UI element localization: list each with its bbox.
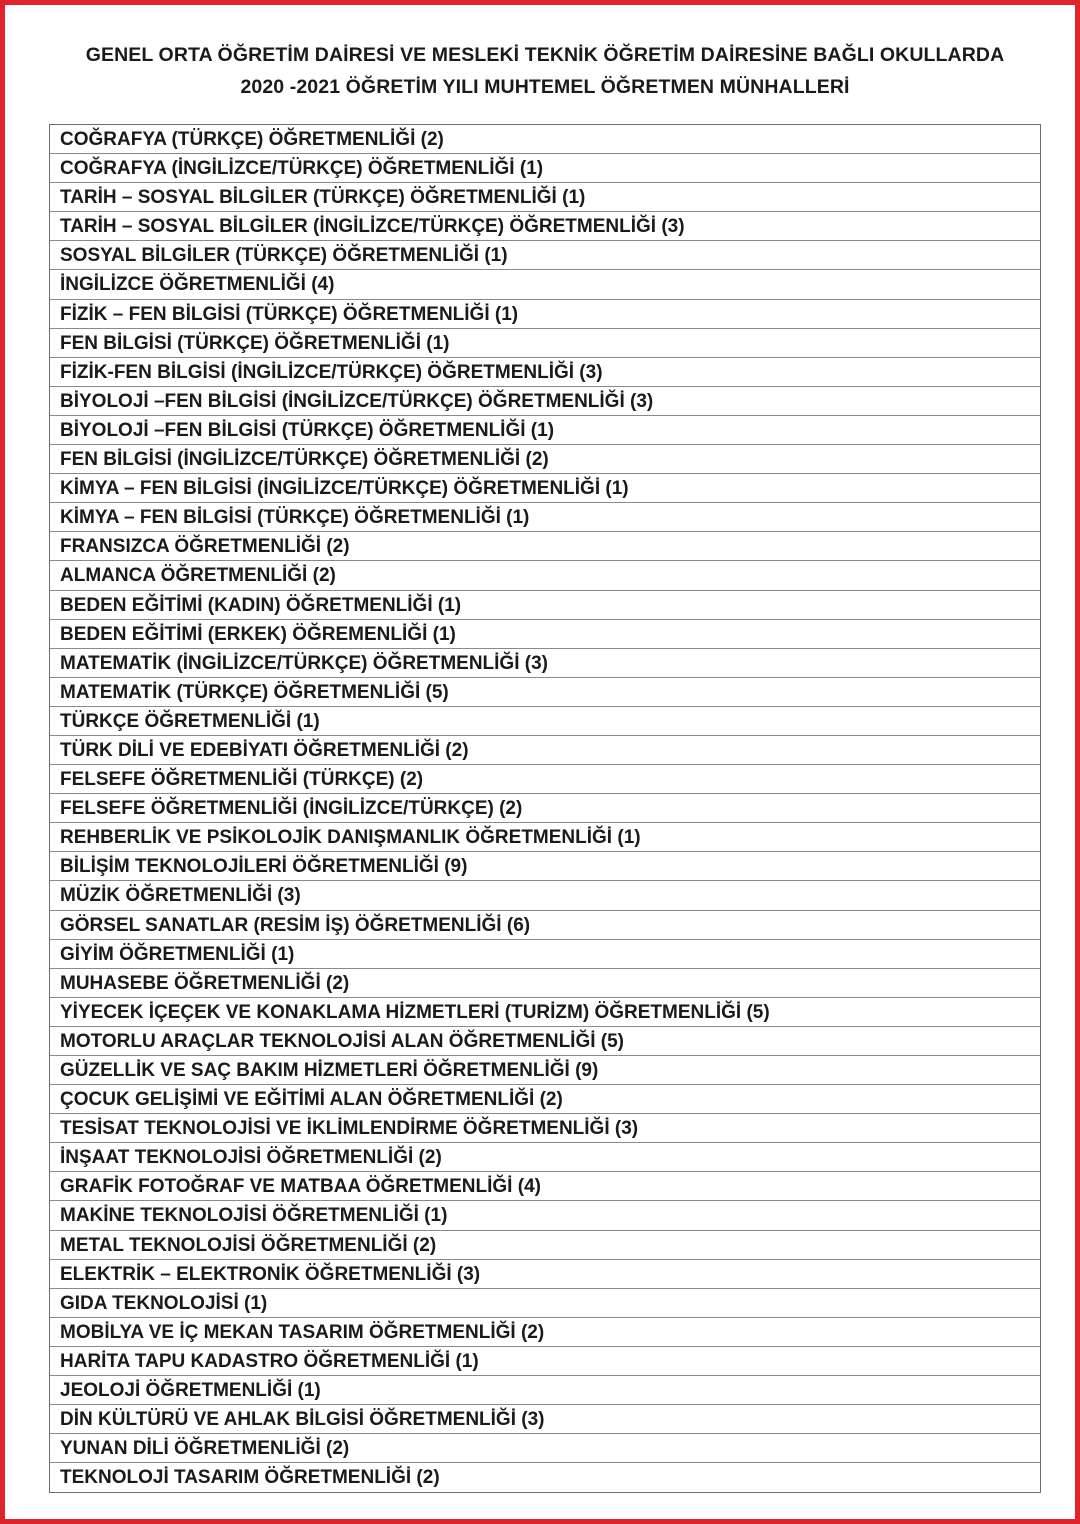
list-item: KİMYA – FEN BİLGİSİ (TÜRKÇE) ÖĞRETMENLİĞİ (1) (50, 503, 1040, 532)
list-item: COĞRAFYA (İNGİLİZCE/TÜRKÇE) ÖĞRETMENLİĞİ (1) (50, 154, 1040, 183)
list-item: METAL TEKNOLOJİSİ ÖĞRETMENLİĞİ (2) (50, 1231, 1040, 1260)
list-item: JEOLOJİ ÖĞRETMENLİĞİ (1) (50, 1376, 1040, 1405)
list-item: FEN BİLGİSİ (İNGİLİZCE/TÜRKÇE) ÖĞRETMENLİĞİ (2) (50, 445, 1040, 474)
list-item: GÖRSEL SANATLAR (RESİM İŞ) ÖĞRETMENLİĞİ (6) (50, 911, 1040, 940)
list-item: TARİH – SOSYAL BİLGİLER (İNGİLİZCE/TÜRKÇE) ÖĞRETMENLİĞİ (3) (50, 212, 1040, 241)
list-item: GİYİM ÖĞRETMENLİĞİ (1) (50, 940, 1040, 969)
document-title-line-1: GENEL ORTA ÖĞRETİM DAİRESİ VE MESLEKİ TEKNİK ÖĞRETİM DAİRESİNE BAĞLI OKULLARDA (85, 44, 1005, 66)
list-item: TÜRK DİLİ VE EDEBİYATI ÖĞRETMENLİĞİ (2) (50, 736, 1040, 765)
list-item: MÜZİK ÖĞRETMENLİĞİ (3) (50, 881, 1040, 910)
list-item: SOSYAL BİLGİLER (TÜRKÇE) ÖĞRETMENLİĞİ (1) (50, 241, 1040, 270)
list-item: GIDA TEKNOLOJİSİ (1) (50, 1289, 1040, 1318)
list-item: DİN KÜLTÜRÜ VE AHLAK BİLGİSİ ÖĞRETMENLİĞİ (3) (50, 1405, 1040, 1434)
list-item: BİYOLOJİ –FEN BİLGİSİ (TÜRKÇE) ÖĞRETMENLİĞİ (1) (50, 416, 1040, 445)
list-item: MATEMATİK (İNGİLİZCE/TÜRKÇE) ÖĞRETMENLİĞİ (3) (50, 649, 1040, 678)
list-item: İNŞAAT TEKNOLOJİSİ ÖĞRETMENLİĞİ (2) (50, 1143, 1040, 1172)
list-item: GÜZELLİK VE SAÇ BAKIM HİZMETLERİ ÖĞRETMENLİĞİ (9) (50, 1056, 1040, 1085)
list-item: YUNAN DİLİ ÖĞRETMENLİĞİ (2) (50, 1434, 1040, 1463)
list-item: ÇOCUK GELİŞİMİ VE EĞİTİMİ ALAN ÖĞRETMENLİĞİ (2) (50, 1085, 1040, 1114)
list-item: FEN BİLGİSİ (TÜRKÇE) ÖĞRETMENLİĞİ (1) (50, 329, 1040, 358)
list-item: BİLİŞİM TEKNOLOJİLERİ ÖĞRETMENLİĞİ (9) (50, 852, 1040, 881)
list-item: MOBİLYA VE İÇ MEKAN TASARIM ÖĞRETMENLİĞİ (2) (50, 1318, 1040, 1347)
list-item: MOTORLU ARAÇLAR TEKNOLOJİSİ ALAN ÖĞRETMENLİĞİ (5) (50, 1027, 1040, 1056)
list-item: İNGİLİZCE ÖĞRETMENLİĞİ (4) (50, 270, 1040, 299)
list-item: MAKİNE TEKNOLOJİSİ ÖĞRETMENLİĞİ (1) (50, 1201, 1040, 1230)
list-item: FİZİK-FEN BİLGİSİ (İNGİLİZCE/TÜRKÇE) ÖĞRETMENLİĞİ (3) (50, 358, 1040, 387)
list-item: REHBERLİK VE PSİKOLOJİK DANIŞMANLIK ÖĞRETMENLİĞİ (1) (50, 823, 1040, 852)
list-item: BİYOLOJİ –FEN BİLGİSİ (İNGİLİZCE/TÜRKÇE) ÖĞRETMENLİĞİ (3) (50, 387, 1040, 416)
list-item: FRANSIZCA ÖĞRETMENLİĞİ (2) (50, 532, 1040, 561)
list-item: TÜRKÇE ÖĞRETMENLİĞİ (1) (50, 707, 1040, 736)
list-item: FELSEFE ÖĞRETMENLİĞİ (İNGİLİZCE/TÜRKÇE) (2) (50, 794, 1040, 823)
list-item: TARİH – SOSYAL BİLGİLER (TÜRKÇE) ÖĞRETMENLİĞİ (1) (50, 183, 1040, 212)
list-item: TEKNOLOJİ TASARIM ÖĞRETMENLİĞİ (2) (60, 1467, 440, 1489)
list-item: BEDEN EĞİTİMİ (KADIN) ÖĞRETMENLİĞİ (1) (50, 591, 1040, 620)
list-item: HARİTA TAPU KADASTRO ÖĞRETMENLİĞİ (1) (50, 1347, 1040, 1376)
list-item: KİMYA – FEN BİLGİSİ (İNGİLİZCE/TÜRKÇE) ÖĞRETMENLİĞİ (1) (50, 474, 1040, 503)
list-item: MUHASEBE ÖĞRETMENLİĞİ (2) (50, 969, 1040, 998)
list-item: GRAFİK FOTOĞRAF VE MATBAA ÖĞRETMENLİĞİ (4) (50, 1172, 1040, 1201)
list-item: FELSEFE ÖĞRETMENLİĞİ (TÜRKÇE) (2) (50, 765, 1040, 794)
list-item: MATEMATİK (TÜRKÇE) ÖĞRETMENLİĞİ (5) (50, 678, 1040, 707)
list-item: COĞRAFYA (TÜRKÇE) ÖĞRETMENLİĞİ (2) (50, 125, 1040, 154)
list-item: ELEKTRİK – ELEKTRONİK ÖĞRETMENLİĞİ (3) (50, 1260, 1040, 1289)
list-item: ALMANCA ÖĞRETMENLİĞİ (2) (50, 561, 1040, 590)
document-title-line-2: 2020 -2021 ÖĞRETİM YILI MUHTEMEL ÖĞRETMEN MÜNHALLERİ (240, 76, 850, 98)
list-item: YİYECEK İÇEÇEK VE KONAKLAMA HİZMETLERİ (TURİZM) ÖĞRETMENLİĞİ (5) (50, 998, 1040, 1027)
list-item: FİZİK – FEN BİLGİSİ (TÜRKÇE) ÖĞRETMENLİĞİ (1) (50, 300, 1040, 329)
vacancy-list (49, 124, 1041, 1493)
list-item: TESİSAT TEKNOLOJİSİ VE İKLİMLENDİRME ÖĞRETMENLİĞİ (3) (50, 1114, 1040, 1143)
list-item: BEDEN EĞİTİMİ (ERKEK) ÖĞREMENLİĞİ (1) (50, 620, 1040, 649)
